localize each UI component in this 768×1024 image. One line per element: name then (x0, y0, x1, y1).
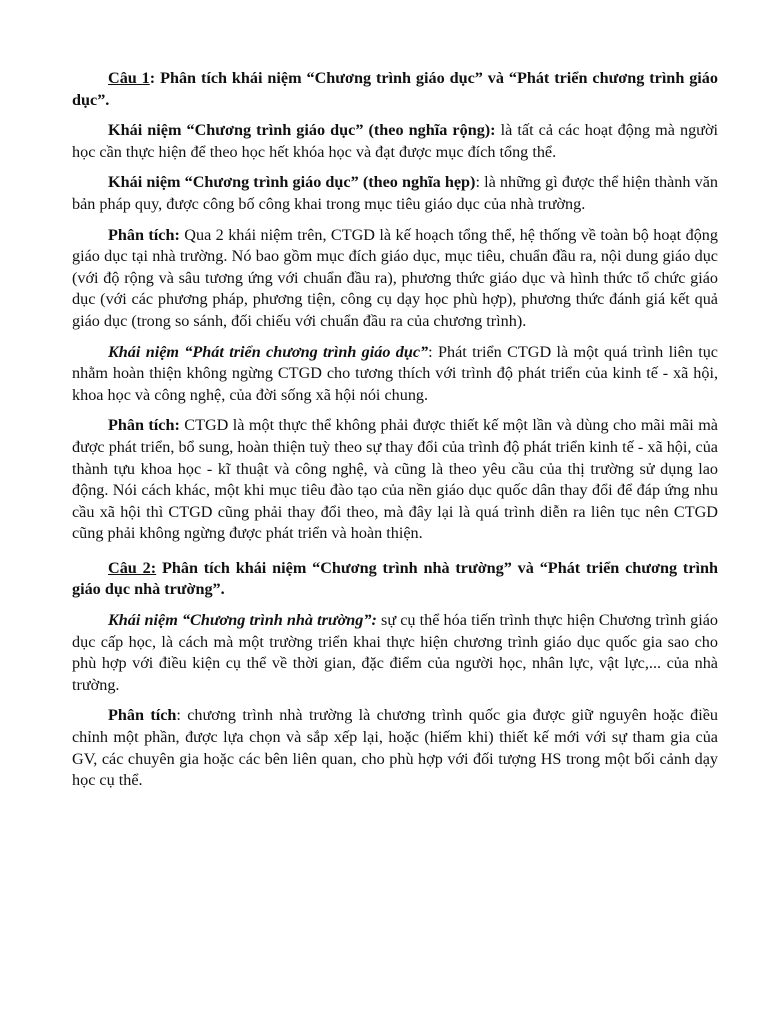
q1-paragraph-broad-definition (72, 120, 718, 163)
q1-text-development: : Phát triển CTGD là một quá trình liên tục nhằm hoàn thiện không ngừng CTGD cho tương thích với trình độ phát triển của kinh tế - xã hội, khoa học và công nghệ, của đời sống xã hội nói chung. (72, 342, 718, 404)
q1-paragraph-analysis-2 (72, 415, 718, 545)
q1-text-analysis-2: CTGD là một thực thể không phải được thiết kế một lần và dùng cho mãi mãi mà được phát triển, bổ sung, hoàn thiện tuỳ theo sự thay đổi của trình độ phát triển kinh tế - xã hội, của thành tựu khoa học - kĩ thuật và công nghệ, và cũng là theo yêu cầu của thị trường sử dụng lao động. Nói cách khác, một khi mục tiêu đào tạo của nền giáo dục quốc dân thay đổi để đáp ứng nhu cầu xã hội thì CTGD cũng phải thay đổi theo, mà đây lại là quá trình diễn ra liên tục nên CTGD cũng phải không ngừng được phát triển và hoàn thiện. (72, 416, 718, 543)
q1-text-analysis-1: Qua 2 khái niệm trên, CTGD là kế hoạch tổng thể, hệ thống về toàn bộ hoạt động giáo dục tại nhà trường. Nó bao gồm mục đích giáo dục, mục tiêu, chuẩn đầu ra, nội dung giáo dục (với độ rộng và sâu tương ứng với chuẩn đầu ra), phương thức giáo dục và hình thức tổ chức giáo dục (với các phương pháp, phương tiện, công cụ dạy học phù hợp), phương thức đánh giá kết quả giáo dục (trong so sánh, đối chiếu với chuẩn đầu ra của chương trình). (72, 225, 718, 330)
document-page (72, 68, 718, 801)
question-2-label: Câu 2: (108, 558, 157, 577)
question-2-heading (72, 558, 718, 601)
question-1-title: : Phân tích khái niệm “Chương trình giáo dục” và “Phát triển chương trình giáo dục”. (72, 69, 718, 109)
q1-term-narrow: Khái niệm “Chương trình giáo dục” (theo nghĩa hẹp) (108, 173, 476, 192)
q1-term-development: Khái niệm “Phát triển chương trình giáo dục” (108, 342, 429, 361)
q1-term-broad: Khái niệm “Chương trình giáo dục” (theo nghĩa rộng): (108, 121, 496, 140)
question-1-heading (72, 68, 718, 111)
q2-text-school-program: sự cụ thể hóa tiến trình thực hiện Chương trình giáo dục cấp học, là cách mà một trường triển khai thực hiện chương trình giáo dục quốc gia sao cho phù hợp với điều kiện cụ thể về thời gian, đặc điểm của người học, nhân lực, vật lực,... của nhà trường. (72, 611, 719, 694)
q2-term-school-program: Khái niệm “Chương trình nhà trường”: (108, 611, 377, 630)
question-2-title: Phân tích khái niệm “Chương trình nhà trường” và “Phát triển chương trình giáo dục nhà trường”. (72, 558, 719, 599)
q2-paragraph-analysis (72, 705, 718, 791)
q1-paragraph-narrow-definition (72, 172, 718, 215)
q1-term-analysis-2: Phân tích: (108, 416, 180, 435)
question-1-label: Câu 1 (108, 69, 150, 87)
q2-term-analysis: Phân tích (108, 706, 177, 725)
q1-text-narrow: : là những gì được thể hiện thành văn bản pháp quy, được công bố công khai trong mục tiêu giáo dục của nhà trường. (72, 173, 718, 213)
q1-paragraph-development-definition (72, 342, 718, 407)
q1-text-broad: là tất cả các hoạt động mà người học cần thực hiện để theo học hết khóa học và đạt được mục đích tổng thể. (72, 121, 719, 161)
q2-text-analysis: : chương trình nhà trường là chương trình quốc gia được giữ nguyên hoặc điều chỉnh một phần, được lựa chọn và sắp xếp lại, hoặc (hiếm khi) thiết kế mới với sự tham gia của GV, các chuyên gia hoặc các bên liên quan, cho phù hợp với đối tượng HS trong một bối cảnh dạy học cụ thể. (72, 706, 718, 790)
q1-paragraph-analysis-1 (72, 225, 718, 333)
q2-paragraph-school-program-definition (72, 610, 718, 696)
q1-term-analysis-1: Phân tích: (108, 225, 180, 244)
